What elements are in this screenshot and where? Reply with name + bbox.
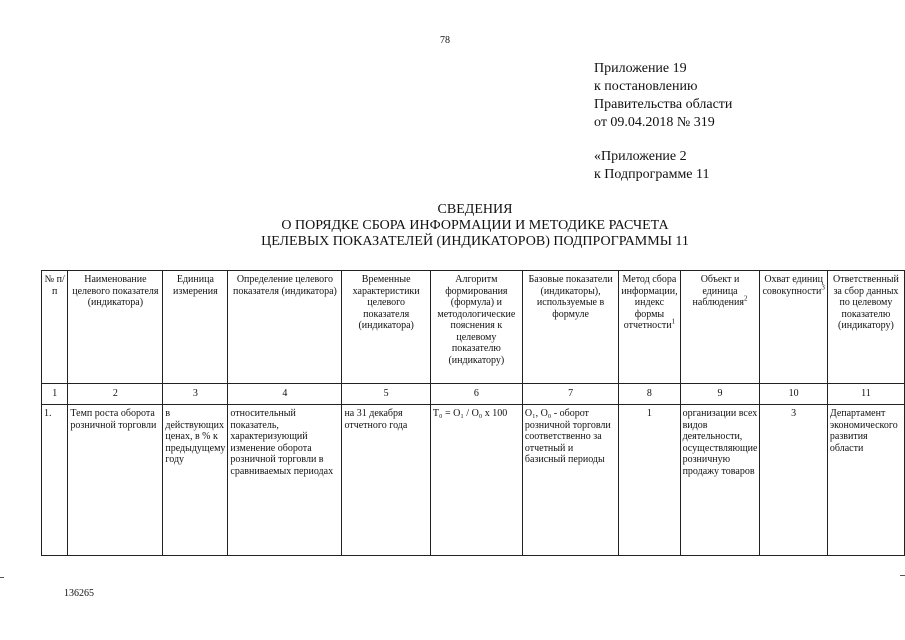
column-number: 9 (680, 384, 760, 405)
header-cell: Метод сбора информации, индекс формы отчетности$^1$ (619, 271, 680, 384)
header-cell: Временные характеристики целевого показателя (индикатора) (342, 271, 430, 384)
header-cell: Объект и единица наблюдения$^2$ (680, 271, 760, 384)
indicator-name: Темп роста оборота розничной торговли (68, 405, 163, 556)
header-cell: № п/п (42, 271, 68, 384)
header-cell: Определение целевого показателя (индикатора) (228, 271, 342, 384)
row-number: 1. (42, 405, 68, 556)
title-line: О ПОРЯДКЕ СБОРА ИНФОРМАЦИИ И МЕТОДИКЕ РАСЧЕТА (281, 218, 669, 233)
column-number: 4 (228, 384, 342, 405)
header-cell: Алгоритм формирования (формула) и методологические пояснения к целевому показателю (индикатору) (430, 271, 522, 384)
column-number: 11 (827, 384, 904, 405)
title-line: СВЕДЕНИЯ (437, 202, 513, 217)
header-cell: Охват единиц совокупности$^3$ (760, 271, 827, 384)
time-characteristics: на 31 декабря отчетного года (342, 405, 430, 556)
column-number: 10 (760, 384, 827, 405)
appendix-reference (594, 60, 732, 132)
appendix-line: к постановлению (594, 79, 698, 94)
header-cell: Ответственный за сбор данных по целевому показателю (индикатору) (827, 271, 904, 384)
scan-edge-mark (900, 575, 905, 576)
footer-code: 136265 (64, 588, 94, 599)
column-number: 8 (619, 384, 680, 405)
formula: T₀ = O₁ / O₀ x 100 (430, 405, 522, 556)
column-number: 6 (430, 384, 522, 405)
appendix-line: от 09.04.2018 № 319 (594, 115, 715, 130)
collection-method: 1 (619, 405, 680, 556)
footnote-mark: 3 (821, 283, 825, 292)
table-header-row (42, 271, 905, 384)
column-number: 2 (68, 384, 163, 405)
header-cell: Единица измерения (163, 271, 228, 384)
footnote-mark: 1 (671, 317, 676, 326)
appendix-line: Приложение 19 (594, 61, 687, 76)
unit-of-measure: в действующих ценах, в % к предыдущему году (163, 405, 228, 556)
responsible-body: Департамент экономического развития области (827, 405, 904, 556)
column-number-row (42, 384, 905, 405)
page-number: 78 (440, 35, 450, 46)
base-indicators: O₁, O₀ - оборот розничной торговли соответственно за отчетный и базисный периоды (522, 405, 618, 556)
column-number: 1 (42, 384, 68, 405)
scan-edge-mark (0, 577, 4, 578)
document-title (150, 202, 800, 250)
sub-appendix-reference (594, 148, 710, 184)
footnote-mark: 2 (743, 294, 748, 303)
sub-appendix-line: к Подпрограмме 11 (594, 167, 710, 182)
column-number: 7 (522, 384, 618, 405)
sub-appendix-line: «Приложение 2 (594, 149, 687, 164)
column-number: 3 (163, 384, 228, 405)
appendix-line: Правительства области (594, 97, 733, 112)
header-cell: Базовые показатели (индикаторы), используемые в формуле (522, 271, 618, 384)
indicators-table (41, 270, 905, 556)
header-cell: Наименование целевого показателя (индикатора) (68, 271, 163, 384)
observation-object: организации всех видов деятельности, осуществляющие розничную продажу товаров (680, 405, 760, 556)
coverage: 3 (760, 405, 827, 556)
column-number: 5 (342, 384, 430, 405)
title-line: ЦЕЛЕВЫХ ПОКАЗАТЕЛЕЙ (ИНДИКАТОРОВ) ПОДПРОГРАММЫ 11 (261, 234, 689, 249)
table-row (42, 405, 905, 556)
indicator-definition: относительный показатель, характеризующий изменение оборота розничной торговли в сравниваемых периодах (228, 405, 342, 556)
